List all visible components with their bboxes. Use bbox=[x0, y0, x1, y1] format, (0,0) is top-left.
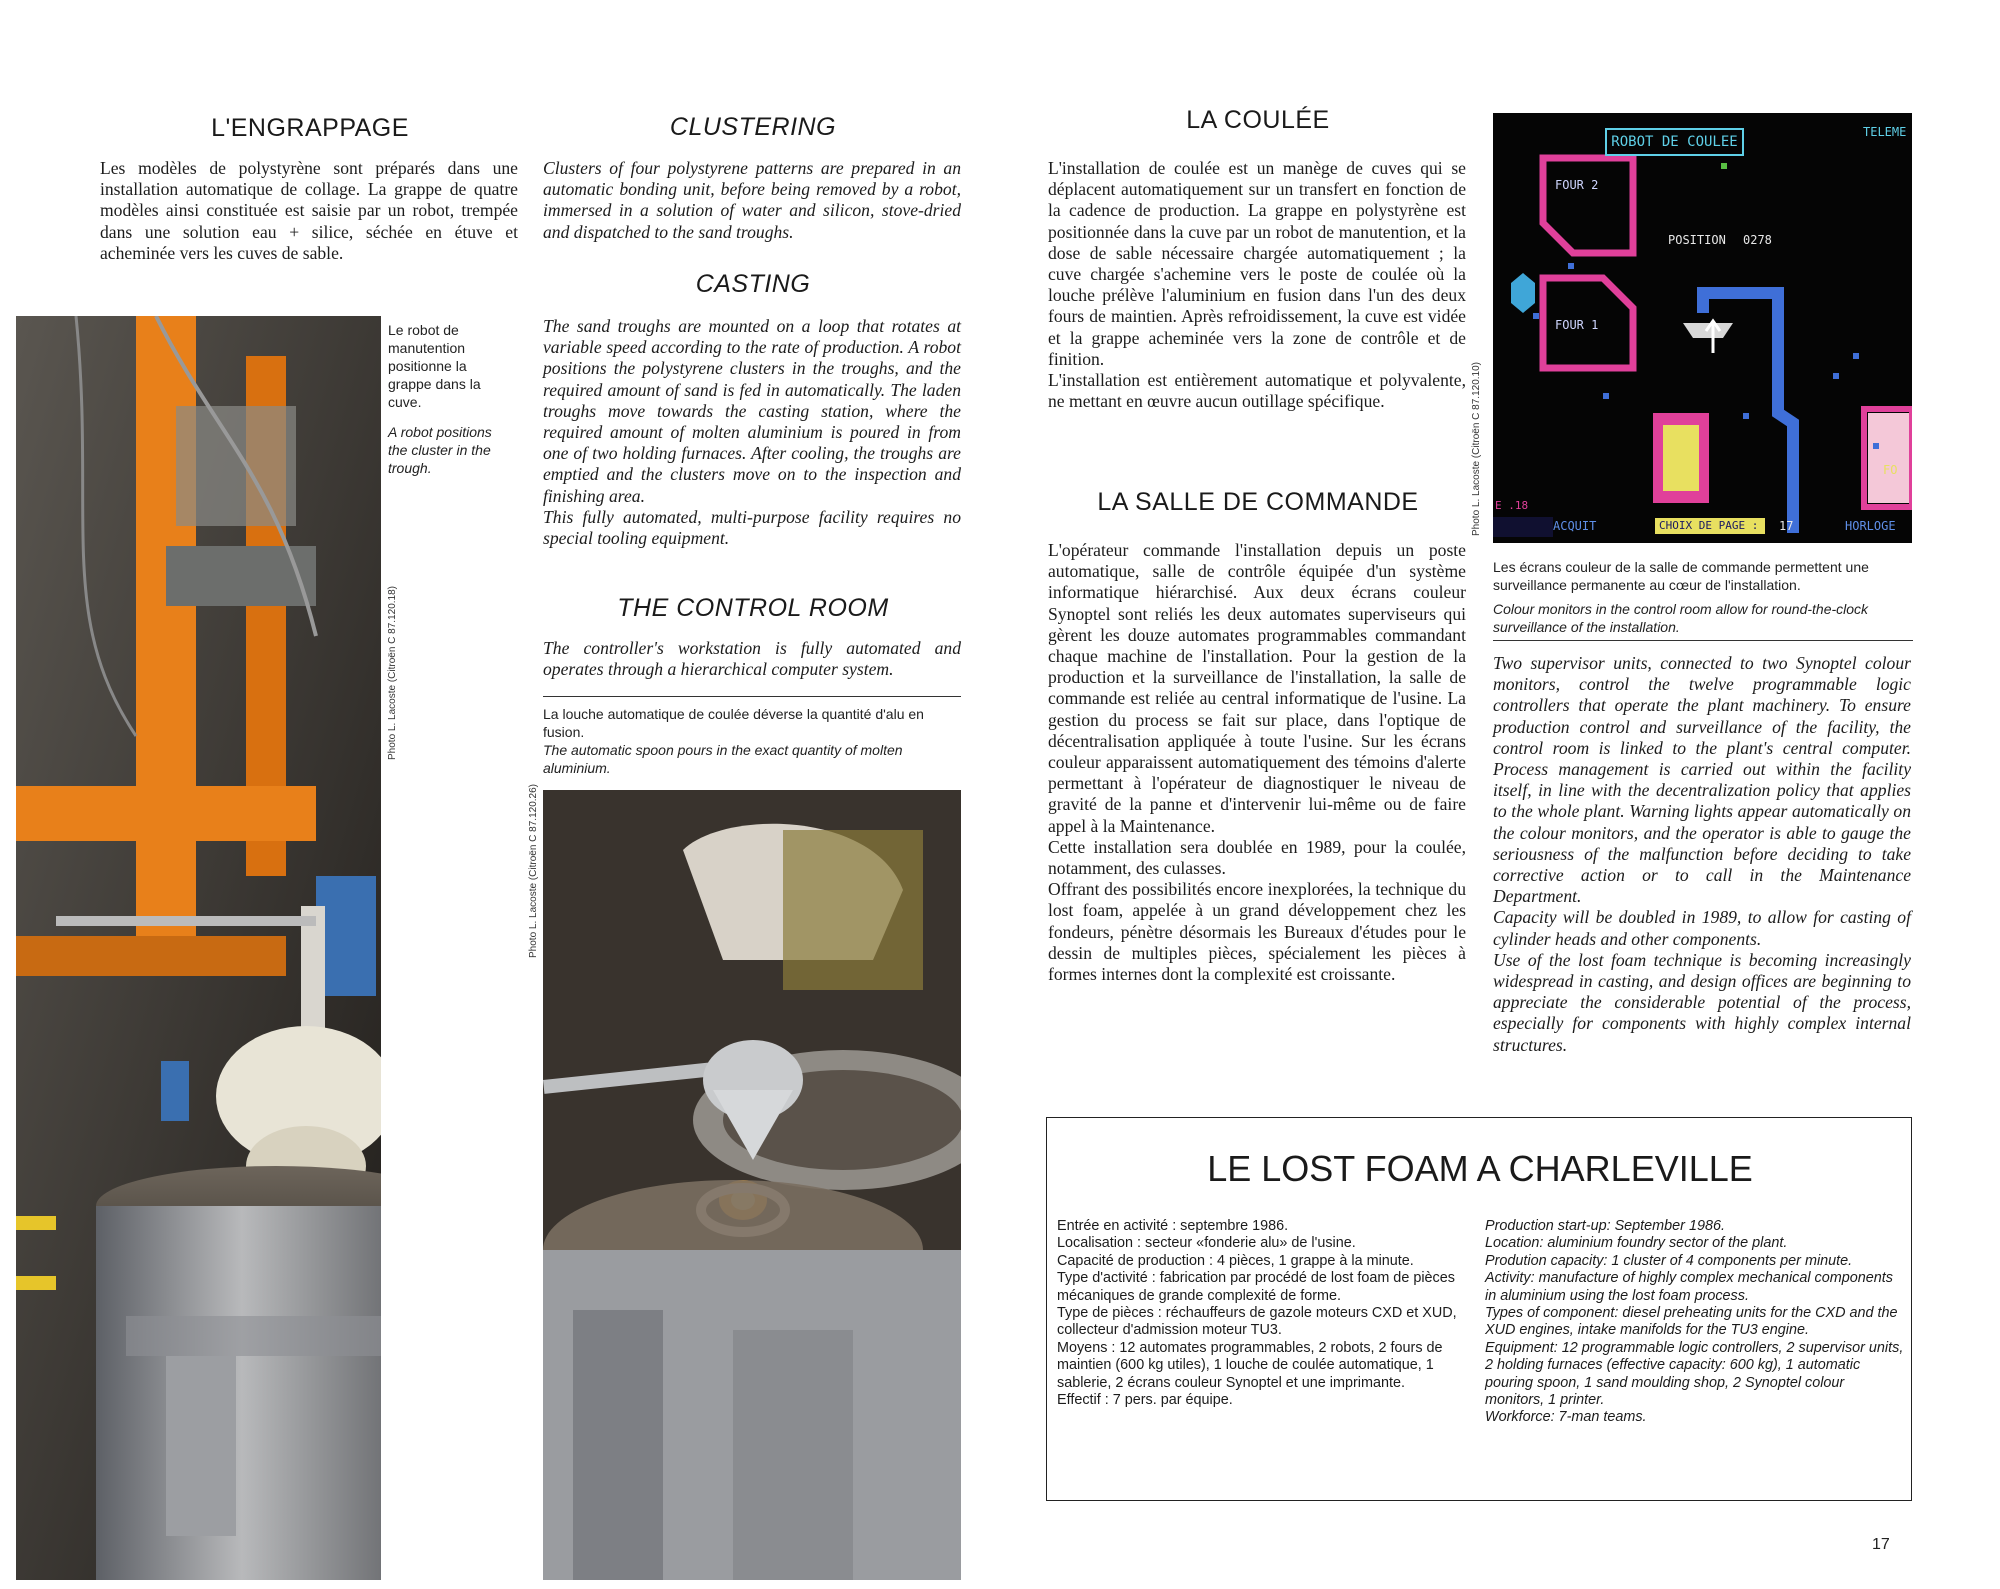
divider bbox=[543, 696, 961, 697]
photo1-credit: Photo L. Lacoste (Citroën C 87.120.18) bbox=[387, 586, 398, 760]
pouring-photo bbox=[543, 790, 961, 1580]
monitor-title: ROBOT DE COULEE bbox=[1605, 128, 1744, 156]
engrappage-title: L'ENGRAPPAGE bbox=[211, 114, 409, 142]
monitor-right-label: FO bbox=[1883, 463, 1898, 477]
monitor-page: 17 bbox=[1779, 519, 1794, 533]
monitor-four2: FOUR 2 bbox=[1555, 178, 1599, 192]
robot-photo bbox=[16, 316, 381, 1580]
monitor-left-code: E .18 bbox=[1495, 499, 1529, 512]
control-room-title: THE CONTROL ROOM bbox=[617, 594, 889, 622]
factbox-title: LE LOST FOAM A CHARLEVILLE bbox=[1207, 1148, 1753, 1189]
casting-title: CASTING bbox=[695, 270, 811, 298]
salle-text: L'opérateur commande l'installation depuis un poste automatique, salle de contrôle équipée d'un système informatique hiérarchisé. Aux deux écrans couleur Synoptel sont reliés les deux automates superviseurs qui gèrent les douze automates programmables commandant chaque machine de l'installation. Pour la gestion de la production et la surveillance de l'installation, la salle de commande est reliée au central informatique de l'usine. La gestion du process se fait sur place, dans l'optique de décentralisation appliquée à toute l'usine. Sur les écrans couleur apparaissent automatiquement des témoins d'alerte permettant à l'opérateur de diagnostiquer le niveau de gravité de la panne et d'intervenir lui-même ou de faire appel à la Maintenance. Cette installation sera doublée en 1989, pour la coulée, notamment, des culasses. Offrant des possibilités encore inexplorées, la technique du lost foam, appelée à un grand développement chez les fondeurs, pénètre désormais les Bureaux d'études pour le dessin de multiples pièces, spécialement les pièces à formes internes dont la complexité est croissante. bbox=[1048, 540, 1466, 985]
clustering-title: CLUSTERING bbox=[669, 113, 837, 141]
photo2-credit: Photo L. Lacoste (Citroën C 87.120.26) bbox=[528, 784, 539, 958]
photo2-caption-fr: La louche automatique de coulée déverse la quantité d'alu en fusion. bbox=[543, 706, 924, 740]
monitor-position-label: POSITION bbox=[1668, 233, 1726, 247]
factbox-en: Production start-up: September 1986. Location: aluminium foundry sector of the plant. Prodution capacity: 1 cluster of 4 components per minute. Activity: manufacture of highly complex mechanical components in aluminium using the lost foam process. Types of component: diesel preheating units for the CXD and the XUD engines, intake manifolds for the TU3 engine. Equipment: 12 programmable logic controllers, 2 supervisor units, 2 holding furnaces (effective capacity: 600 kg), 1 automatic pouring spoon, 1 sand moulding shop, 2 Synoptel colour monitors, 1 printer. Workforce: 7-man teams. bbox=[1485, 1218, 1904, 1426]
monitor-corner-label: TELEME bbox=[1863, 125, 1907, 139]
monitor-horloge: HORLOGE bbox=[1845, 519, 1896, 533]
monitor-four1: FOUR 1 bbox=[1555, 318, 1599, 332]
monitor-choix: CHOIX DE PAGE : bbox=[1659, 519, 1759, 532]
factbox-fr: Entrée en activité : septembre 1986. Localisation : secteur «fonderie alu» de l'usine. Capacité de production : 4 pièces, 1 grappe à la minute. Type d'activité : fabrication par procédé de lost foam de pièces mécaniques de grande complexité de forme. Type de pièces : réchauffeurs de gazole moteurs CXD et XUD, collecteur d'admission moteur TU3. Moyens : 12 automates programmables, 2 robots, 2 fours de maintien (600 kg utiles), 1 louche de coulée automatique, 1 sablerie, 2 écrans couleur Synoptel et une imprimante. Effectif : 7 pers. par équipe. bbox=[1057, 1218, 1457, 1409]
clustering-text: Clusters of four polystyrene patterns are prepared in an automatic bonding unit, before being removed by a robot, immersed in a solution of water and silicon, stove-dried and dispatched to the sand troughs. bbox=[543, 158, 961, 242]
monitor-position-value: 0278 bbox=[1743, 233, 1772, 247]
page-number: 17 bbox=[1872, 1536, 1890, 1553]
monitor-credit: Photo L. Lacoste (Citroën C 87.120.10) bbox=[1471, 362, 1482, 536]
salle-title: LA SALLE DE COMMANDE bbox=[1097, 488, 1419, 516]
control-room-text-cont: Two supervisor units, connected to two Synoptel colour monitors, control the twelve programmable logic controllers that operate the plant machinery. To ensure production control and surveillance of the facility, the control room is linked to the plant's central computer. Process management is carried out within the facility itself, in line with the decentralization policy that applies to the whole plant. Warning lights appear automatically on the colour monitors, and the operator is able to gauge the seriousness of the malfunction before deciding to take corrective action or to call in the Maintenance Department. Capacity will be doubled in 1989, to allow for casting of cylinder heads and other components. Use of the lost foam technique is becoming increasingly widespread in casting, and design offices are beginning to appreciate the considerable potential of the process, especially for components with highly complex internal structures. bbox=[1493, 653, 1911, 1055]
casting-text: The sand troughs are mounted on a loop that rotates at variable speed according to the rate of production. A robot positions the polystyrene clusters in the troughs, and the required amount of sand is fed in automatically. The laden troughs move towards the casting station, where the required amount of molten aluminium is poured in from one of two holding furnaces. After cooling, the troughs are emptied and the clusters move on to the inspection and finishing area. This fully automated, multi-purpose facility requires no special tooling equipment. bbox=[543, 316, 961, 549]
coulee-title: LA COULÉE bbox=[1186, 106, 1330, 134]
photo2-caption-en: The automatic spoon pours in the exact quantity of molten aluminium. bbox=[543, 742, 903, 776]
monitor-acquit: ACQUIT bbox=[1553, 519, 1597, 533]
control-monitor-screen bbox=[1493, 113, 1912, 543]
control-room-text: The controller's workstation is fully automated and operates through a hierarchical computer system. bbox=[543, 638, 961, 680]
monitor-caption-en: Colour monitors in the control room allow for round-the-clock surveillance of the installation. bbox=[1493, 601, 1869, 635]
robot-photo-illustration bbox=[16, 316, 381, 1580]
monitor-caption-fr: Les écrans couleur de la salle de commande permettent une surveillance permanente au cœur de l'installation. bbox=[1493, 559, 1869, 593]
photo1-caption-fr: Le robot de manutention positionne la grappe dans la cuve. bbox=[388, 322, 481, 410]
pouring-photo-illustration bbox=[543, 790, 961, 1580]
lost-foam-factbox bbox=[1046, 1117, 1912, 1501]
coulee-text: L'installation de coulée est un manège de cuves qui se déplacent automatiquement sur un transfert en fonction de la cadence de production. La grappe en polystyrène est positionnée dans la cuve par un robot de manutention, et la dose de sable nécessaire chargée automatiquement ; la cuve chargée s'achemine vers le poste de coulée où la louche prélève l'aluminium en fusion dans l'un des deux fours de maintien. Après refroidissement, la cuve est vidée et la grappe acheminée vers la zone de contrôle et de finition. L'installation est entièrement automatique et polyvalente, ne mettant en œuvre aucun outillage spécifique. bbox=[1048, 158, 1466, 412]
photo1-caption-en: A robot positions the cluster in the trough. bbox=[388, 424, 492, 476]
monitor-caption-rule bbox=[1493, 640, 1913, 641]
engrappage-text: Les modèles de polystyrène sont préparés dans une installation automatique de collage. La grappe de quatre modèles ainsi constituée est saisie par un robot, trempée dans une solution eau + silice, séchée en étuve et acheminée vers les cuves de sable. bbox=[100, 158, 518, 263]
